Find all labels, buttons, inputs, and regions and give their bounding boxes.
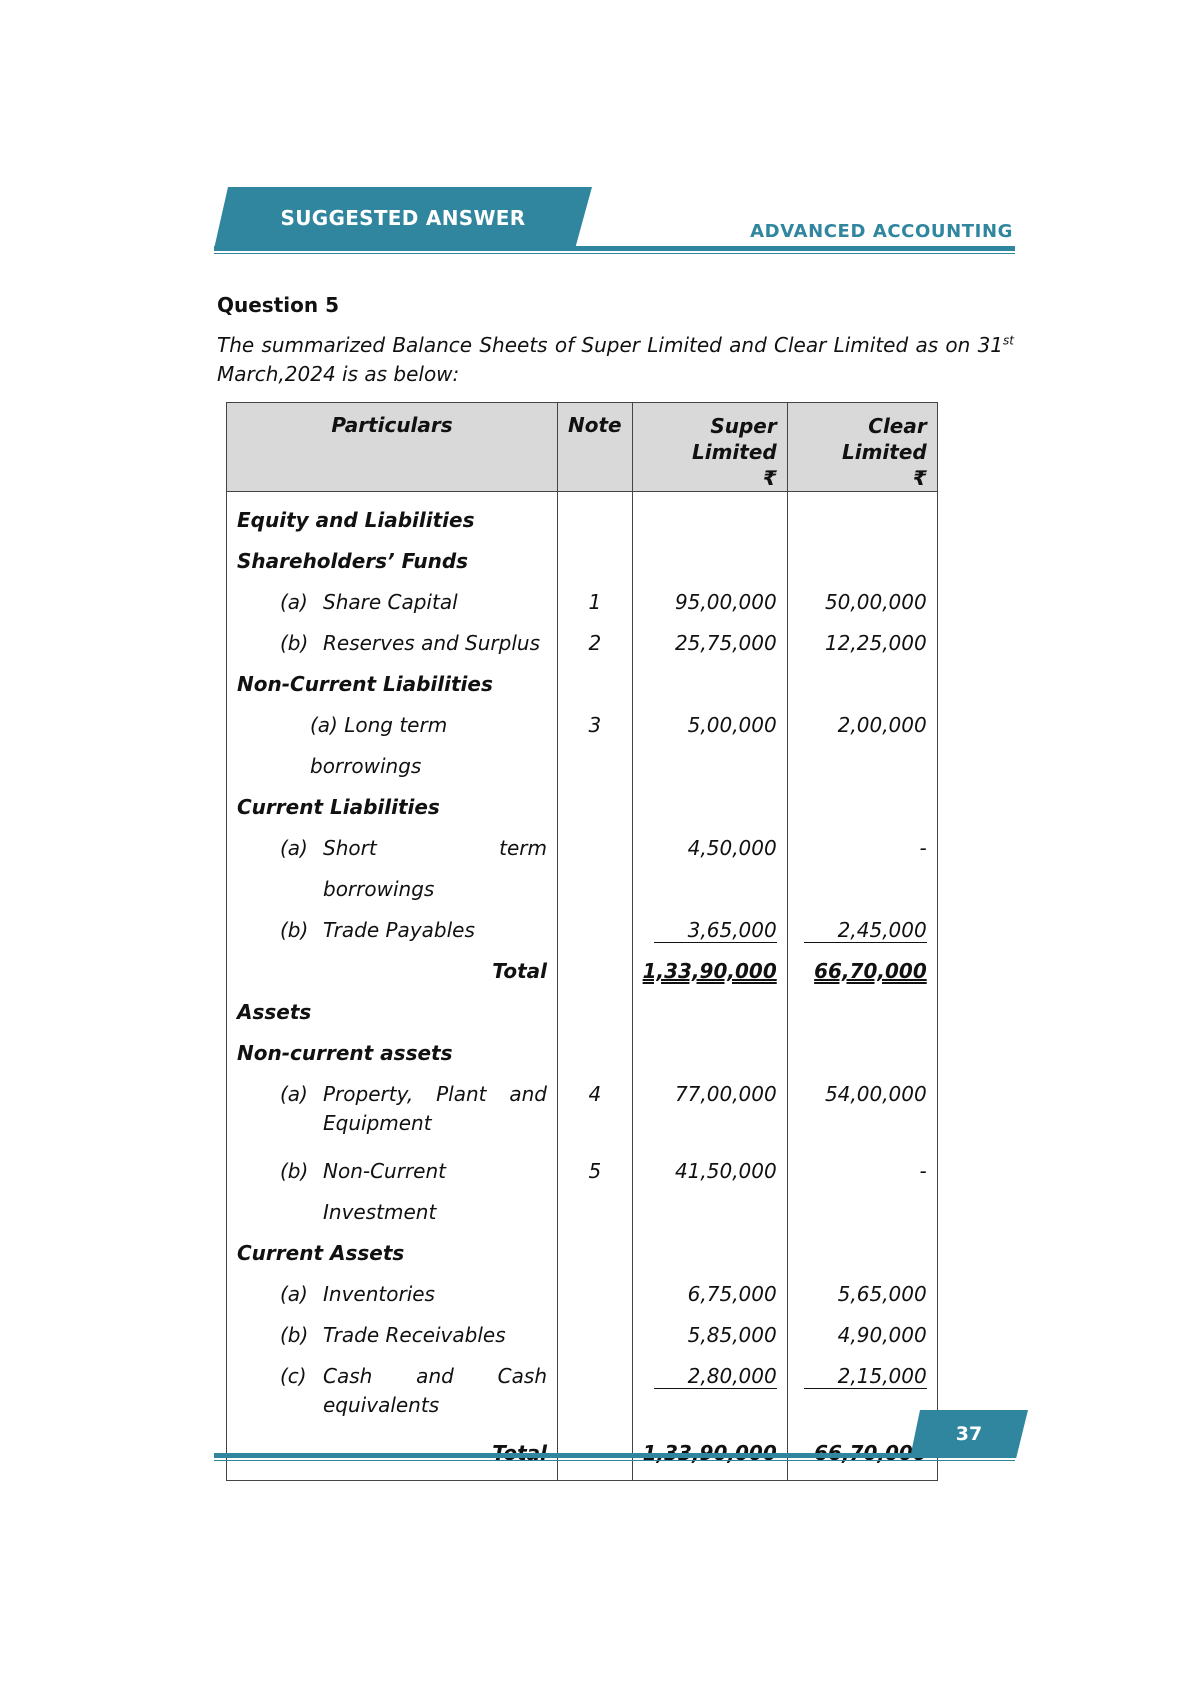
clear-amount: 2,00,000: [787, 705, 937, 787]
super-amount: 25,75,000: [632, 623, 787, 664]
row-label: (b) Reserves and Surplus: [280, 631, 540, 655]
super-amount: 3,65,000: [632, 910, 787, 951]
section-heading: Current Assets: [227, 1233, 558, 1274]
table-row: [227, 1274, 938, 1315]
footer-rule: [214, 1453, 1015, 1458]
subject-title: ADVANCED ACCOUNTING: [750, 221, 1013, 242]
table-row: [227, 705, 938, 787]
clear-amount: 12,25,000: [787, 623, 937, 664]
row-label: (a) Inventories: [280, 1282, 435, 1306]
section-heading: Non-Current Liabilities: [227, 664, 558, 705]
row-label: (b) Non-Current Investment: [280, 1159, 446, 1224]
row-label: (a) Short term borrowings: [280, 836, 547, 901]
note-cell: [558, 910, 633, 951]
balance-sheet-table: [226, 402, 938, 1481]
rupee-icon: ₹: [912, 466, 927, 490]
super-amount: 95,00,000: [632, 582, 787, 623]
question-title: Question 5: [217, 293, 339, 317]
page-number: 37: [955, 1423, 983, 1445]
clear-amount: -: [787, 828, 937, 910]
header-rule-thin: [214, 253, 1015, 254]
note-cell: [558, 828, 633, 910]
table-row: [227, 1074, 938, 1151]
clear-total: 66,70,000: [787, 951, 937, 992]
table-row: [227, 787, 938, 828]
table-row: [227, 623, 938, 664]
section-heading: Equity and Liabilities: [227, 492, 558, 542]
row-label: (c) Cash and Cash equivalents: [280, 1364, 547, 1417]
row-label: (a) Share Capital: [280, 590, 458, 614]
table-row: [227, 541, 938, 582]
table-row: [227, 664, 938, 705]
header-super-limited: Super Limited ₹: [632, 403, 787, 492]
clear-amount: 50,00,000: [787, 582, 937, 623]
table-row: [227, 828, 938, 910]
note-cell: 4: [558, 1074, 633, 1151]
table-row: [227, 951, 938, 992]
header-note: Note: [558, 403, 633, 492]
row-label: (b) Trade Payables: [280, 918, 475, 942]
table-row: [227, 1315, 938, 1356]
table-row: [227, 910, 938, 951]
super-total: 1,33,90,000: [632, 951, 787, 992]
clear-amount: 2,45,000: [787, 910, 937, 951]
header-tab-label: SUGGESTED ANSWER: [280, 206, 526, 230]
table-row: [227, 1151, 938, 1233]
super-amount: 5,00,000: [632, 705, 787, 787]
row-label: (a) Property, Plant and Equipment: [280, 1082, 547, 1135]
super-amount: 6,75,000: [632, 1274, 787, 1315]
header-clear-limited: Clear Limited ₹: [787, 403, 937, 492]
section-heading: Current Liabilities: [227, 787, 558, 828]
section-heading: Non-current assets: [227, 1033, 558, 1074]
section-heading: Assets: [227, 992, 558, 1033]
table-row: [227, 1233, 938, 1274]
clear-amount: 5,65,000: [787, 1274, 937, 1315]
note-cell: 3: [558, 705, 633, 787]
note-cell: 5: [558, 1151, 633, 1233]
header-particulars: Particulars: [227, 403, 558, 492]
table-row: [227, 1033, 938, 1074]
table-header-row: [227, 403, 938, 492]
clear-amount: -: [787, 1151, 937, 1233]
note-cell: 2: [558, 623, 633, 664]
table-row: [227, 492, 938, 542]
super-amount: 77,00,000: [632, 1074, 787, 1151]
header-rule: [214, 246, 1015, 251]
super-amount: 5,85,000: [632, 1315, 787, 1356]
section-heading: Shareholders’ Funds: [227, 541, 558, 582]
footer-rule-thin: [214, 1460, 1015, 1461]
rupee-icon: ₹: [762, 466, 777, 490]
table-row: [227, 992, 938, 1033]
super-amount: 2,80,000: [632, 1356, 787, 1433]
clear-amount: 4,90,000: [787, 1315, 937, 1356]
table-row: [227, 1356, 938, 1433]
note-cell: 1: [558, 582, 633, 623]
row-label: (a) Long term borrowings: [310, 713, 448, 778]
question-text: The summarized Balance Sheets of Super Limited and Clear Limited as on 31st March,2024 is as below:: [217, 333, 1014, 386]
table-row: [227, 582, 938, 623]
row-label: (b) Trade Receivables: [280, 1323, 506, 1347]
super-amount: 4,50,000: [632, 828, 787, 910]
clear-amount: 54,00,000: [787, 1074, 937, 1151]
clear-amount: 2,15,000: [787, 1356, 937, 1433]
super-amount: 41,50,000: [632, 1151, 787, 1233]
total-label: Total: [227, 951, 558, 992]
